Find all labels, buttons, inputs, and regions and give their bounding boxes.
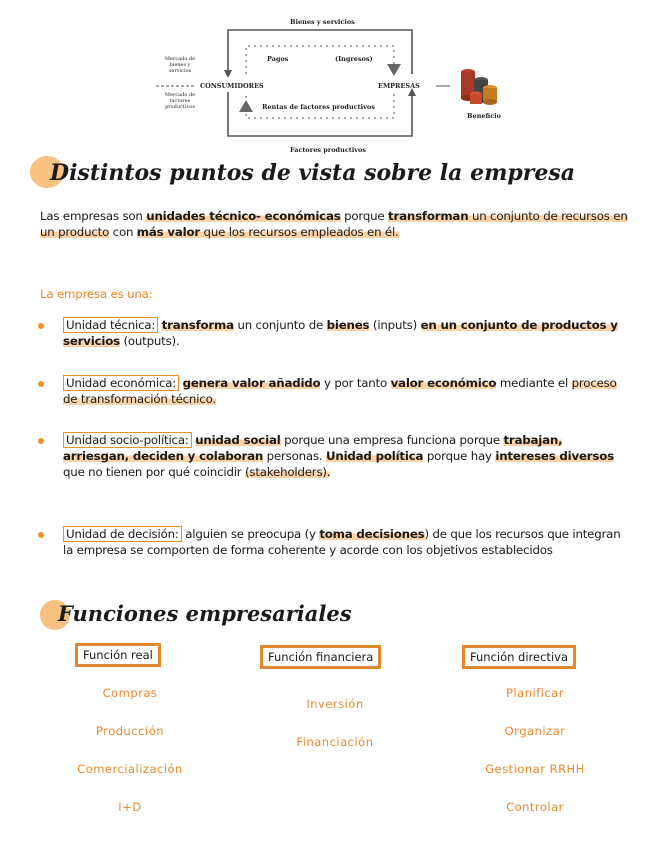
funcion-directiva-item: Controlar	[506, 800, 564, 814]
funcion-financiera-header: Función financiera	[260, 645, 381, 669]
bullet-highlight: (stakeholders).	[245, 465, 331, 479]
bullet-highlight: proceso de transformación técnico.	[63, 376, 617, 406]
bullet-unidad-decision	[63, 526, 633, 558]
diagram-mercado-bienes: Mercado de bienes y servicios	[164, 56, 196, 74]
funcion-directiva-header: Función directiva	[462, 645, 576, 669]
diagram-rentas: Rentas de factores productivos	[262, 103, 375, 111]
funcion-real-item: Producción	[96, 724, 164, 738]
bullet-highlight: trabajan, arriesgan, deciden y colaboran	[63, 433, 563, 463]
bullet-text: (inputs)	[369, 318, 421, 332]
diagram-consumidores: CONSUMIDORES	[200, 82, 264, 90]
bullet-term: Unidad económica:	[63, 375, 179, 391]
bullet-dot	[38, 323, 44, 329]
bullet-term: Unidad socio-política:	[63, 432, 192, 448]
bullet-unidad-economica	[63, 375, 623, 407]
section-title-puntos-de-vista: Distintos puntos de vista sobre la empresa	[50, 160, 575, 186]
diagram-top-label: Bienes y servicios	[290, 18, 355, 26]
bullet-highlight: en un conjunto de productos y servicios	[63, 318, 618, 348]
bullet-highlight: unidad social	[195, 433, 281, 447]
bullet-unidad-tecnica	[63, 317, 623, 349]
bullet-highlight: toma decisiones	[319, 527, 425, 541]
bullet-text: alguien se preocupa (y	[181, 527, 320, 541]
bullet-dot	[38, 532, 44, 538]
bullet-unidad-socio-politica	[63, 432, 623, 480]
bullet-term: Unidad de decisión:	[63, 526, 182, 542]
bullet-text: ) de que los recursos que integran la empresa se comporten de forma coherente y acorde con los objetivos establecidos	[63, 527, 621, 557]
intro-highlight: unidades técnico- económicas	[146, 209, 341, 223]
bullet-text: que no tienen por qué coincidir	[63, 465, 246, 479]
bullet-dot	[38, 438, 44, 444]
section-title-funciones: Funciones empresariales	[58, 601, 352, 626]
coins-icon	[461, 69, 497, 105]
intro-highlight: transforman	[388, 209, 469, 223]
funcion-real-item: Comercialización	[77, 762, 183, 776]
bullet-term: Unidad técnica:	[63, 317, 158, 333]
bullet-highlight: genera valor añadido	[182, 376, 321, 390]
bullet-dot	[38, 381, 44, 387]
funcion-directiva-item: Planificar	[505, 686, 564, 700]
funcion-directiva-item: Gestionar RRHH	[485, 762, 585, 776]
diagram-ingresos: (Ingresos)	[335, 55, 373, 63]
circular-flow-diagram	[150, 12, 520, 160]
intro-highlight: más valor	[136, 225, 200, 239]
bullet-text: porque hay	[423, 449, 496, 463]
bullet-text: (outputs).	[119, 334, 180, 348]
funcion-financiera-item: Financiación	[296, 735, 374, 749]
intro-paragraph	[40, 208, 630, 240]
funcion-real-header: Función real	[75, 643, 161, 667]
bullet-text: un conjunto de	[233, 318, 327, 332]
bullet-text: mediante el	[496, 376, 572, 390]
diagram-bottom-label: Factores productivos	[290, 146, 367, 154]
bullet-text: y por tanto	[320, 376, 391, 390]
funcion-real-item: Compras	[102, 686, 158, 700]
bullet-text: personas.	[263, 449, 326, 463]
diagram-empresas: EMPRESAS	[378, 82, 420, 90]
bullet-highlight: intereses diversos	[495, 449, 614, 463]
diagram-pagos: Pagos	[267, 55, 289, 63]
intro-highlight: un conjunto de recursos en un producto	[40, 209, 628, 239]
intro-text: porque	[340, 209, 389, 223]
funcion-directiva-item: Organizar	[504, 724, 566, 738]
bullet-highlight: bienes	[326, 318, 370, 332]
intro-highlight: que los recursos empleados en él.	[200, 225, 399, 239]
diagram-beneficio: Beneficio	[467, 112, 501, 120]
empresa-lead: La empresa es una:	[40, 287, 153, 301]
funcion-financiera-item: Inversión	[306, 697, 364, 711]
bullet-highlight: transforma	[161, 318, 234, 332]
intro-text: con	[109, 225, 137, 239]
bullet-highlight: Unidad política	[326, 449, 424, 463]
bullet-highlight: valor económico	[390, 376, 497, 390]
intro-text: Las empresas son	[40, 209, 147, 223]
funcion-real-item: I+D	[118, 800, 142, 814]
bullet-text: porque una empresa funciona porque	[280, 433, 504, 447]
diagram-mercado-factores: Mercado de factores productivos	[164, 92, 196, 110]
